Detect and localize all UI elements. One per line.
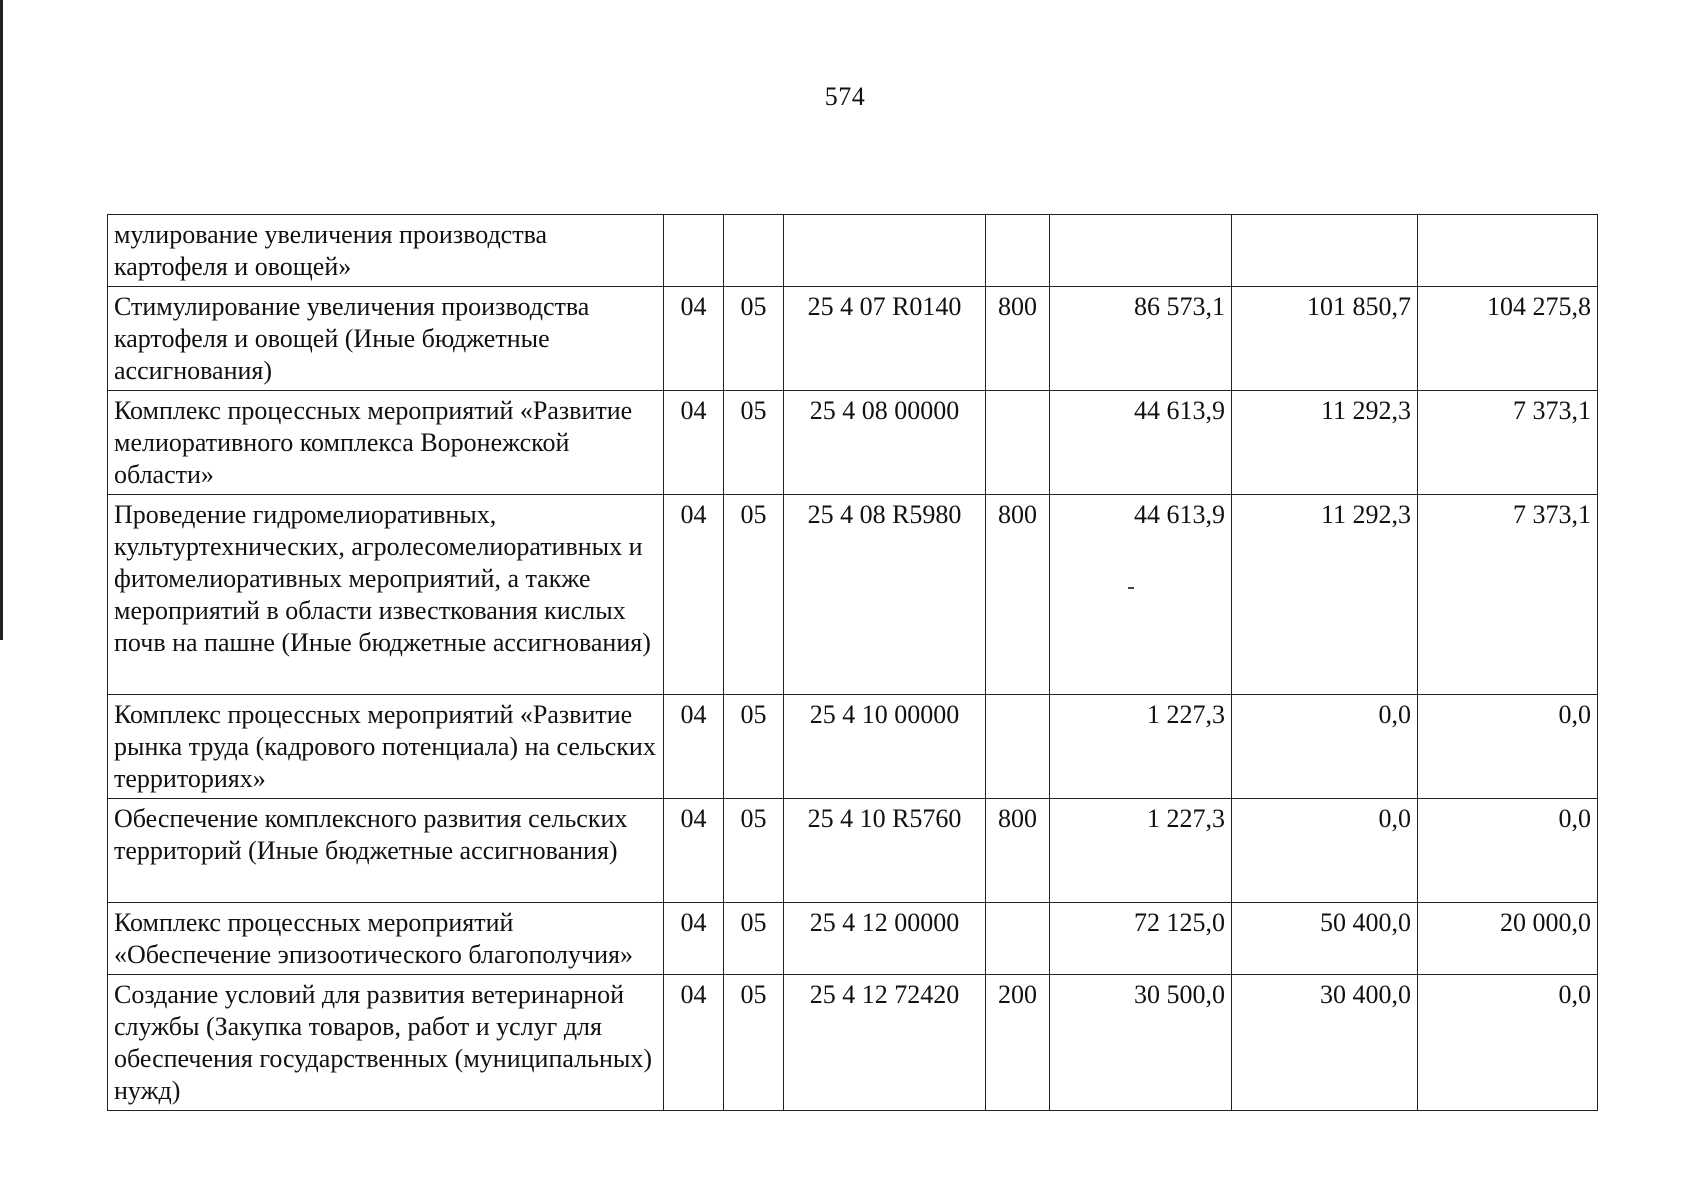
amount-year-1-cell (1050, 495, 1232, 695)
row-name: мулирование увеличения производства картофеля и овощей» (108, 215, 664, 287)
amount-year-2: 0,0 (1232, 695, 1418, 799)
section-code: 04 (664, 287, 724, 391)
table-row (108, 287, 1598, 391)
section-code: 04 (664, 495, 724, 695)
amount-year-2: 101 850,7 (1232, 287, 1418, 391)
table-row (108, 495, 1598, 695)
row-name: Комплекс процессных мероприятий «Развитие рынка труда (кадрового потенциала) на сельских территориях» (108, 695, 664, 799)
section-code: 04 (664, 799, 724, 903)
amount-year-1: 44 613,9 (1134, 500, 1225, 529)
amount-year-2: 30 400,0 (1232, 975, 1418, 1111)
expense-group-code (986, 391, 1050, 495)
row-name: Обеспечение комплексного развития сельских территорий (Иные бюджетные ассигнования) (108, 799, 664, 903)
section-code: 04 (664, 903, 724, 975)
amount-year-1: 72 125,0 (1050, 903, 1232, 975)
section-code (664, 215, 724, 287)
target-article-code: 25 4 10 00000 (784, 695, 986, 799)
expense-group-code (986, 215, 1050, 287)
table-row (108, 799, 1598, 903)
amount-year-2: 11 292,3 (1232, 391, 1418, 495)
table-row (108, 391, 1598, 495)
row-name: Комплекс процессных мероприятий «Развитие мелиоративного комплекса Воронежской области» (108, 391, 664, 495)
amount-year-3: 7 373,1 (1418, 391, 1598, 495)
subsection-code: 05 (724, 391, 784, 495)
row-name: Создание условий для развития ветеринарной службы (Закупка товаров, работ и услуг для обеспечения государственных (муниципальных) нужд) (108, 975, 664, 1111)
amount-year-2: 11 292,3 (1232, 495, 1418, 695)
target-article-code: 25 4 08 R5980 (784, 495, 986, 695)
subsection-code: 05 (724, 287, 784, 391)
amount-year-3: 0,0 (1418, 799, 1598, 903)
row-name: Проведение гидромелиоративных, культуртехнических, агролесомелиоративных и фитомелиоративных мероприятий, а также мероприятий в области известкования кислых почв на пашне (Иные бюджетные ассигнования) (108, 495, 664, 695)
budget-table (107, 214, 1598, 1111)
expense-group-code: 800 (986, 287, 1050, 391)
page-number: 574 (824, 82, 866, 111)
amount-year-3: 104 275,8 (1418, 287, 1598, 391)
target-article-code: 25 4 07 R0140 (784, 287, 986, 391)
subsection-code: 05 (724, 975, 784, 1111)
amount-year-3: 20 000,0 (1418, 903, 1598, 975)
scan-speck (1128, 587, 1134, 589)
subsection-code: 05 (724, 495, 784, 695)
subsection-code: 05 (724, 799, 784, 903)
expense-group-code: 800 (986, 495, 1050, 695)
amount-year-3 (1418, 215, 1598, 287)
row-name: Комплекс процессных мероприятий «Обеспечение эпизоотического благополучия» (108, 903, 664, 975)
amount-year-3: 0,0 (1418, 695, 1598, 799)
table-row (108, 903, 1598, 975)
amount-year-2: 50 400,0 (1232, 903, 1418, 975)
subsection-code (724, 215, 784, 287)
table-row (108, 215, 1598, 287)
target-article-code: 25 4 12 72420 (784, 975, 986, 1111)
amount-year-1: 44 613,9 (1050, 391, 1232, 495)
amount-year-2: 0,0 (1232, 799, 1418, 903)
section-code: 04 (664, 695, 724, 799)
expense-group-code: 800 (986, 799, 1050, 903)
subsection-code: 05 (724, 695, 784, 799)
expense-group-code: 200 (986, 975, 1050, 1111)
target-article-code: 25 4 10 R5760 (784, 799, 986, 903)
row-name: Стимулирование увеличения производства картофеля и овощей (Иные бюджетные ассигнования) (108, 287, 664, 391)
target-article-code (784, 215, 986, 287)
amount-year-1: 1 227,3 (1050, 695, 1232, 799)
target-article-code: 25 4 08 00000 (784, 391, 986, 495)
amount-year-1: 86 573,1 (1050, 287, 1232, 391)
amount-year-1 (1050, 215, 1232, 287)
table-row (108, 975, 1598, 1111)
target-article-code: 25 4 12 00000 (784, 903, 986, 975)
expense-group-code (986, 695, 1050, 799)
amount-year-2 (1232, 215, 1418, 287)
amount-year-1: 1 227,3 (1050, 799, 1232, 903)
section-code: 04 (664, 391, 724, 495)
subsection-code: 05 (724, 903, 784, 975)
expense-group-code (986, 903, 1050, 975)
section-code: 04 (664, 975, 724, 1111)
table-row (108, 695, 1598, 799)
amount-year-3: 0,0 (1418, 975, 1598, 1111)
amount-year-1: 30 500,0 (1050, 975, 1232, 1111)
amount-year-3: 7 373,1 (1418, 495, 1598, 695)
